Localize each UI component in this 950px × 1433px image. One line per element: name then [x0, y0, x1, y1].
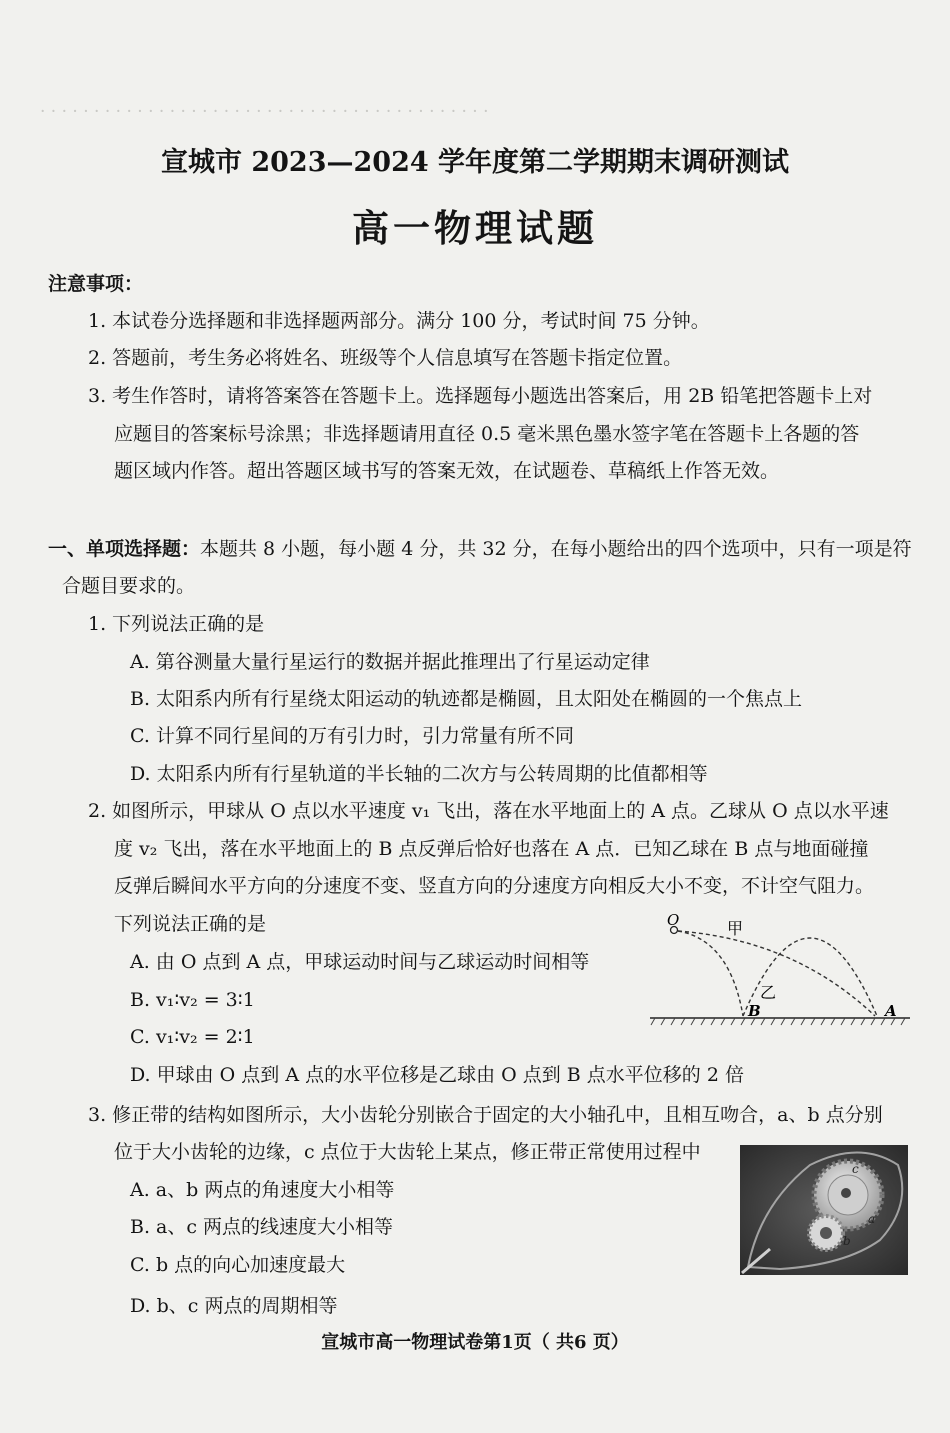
q1-option-d: D. 太阳系内所有行星轨道的半长轴的二次方与公转周期的比值都相等	[130, 763, 708, 785]
q1-option-b: B. 太阳系内所有行星绕太阳运动的轨迹都是椭圆，且太阳处在椭圆的一个焦点上	[130, 688, 803, 710]
q2-option-c: C. v₁∶v₂ = 2∶1	[130, 1026, 255, 1048]
notice-item-1: 1. 本试卷分选择题和非选择题两部分。满分 100 分，考试时间 75 分钟。	[88, 310, 710, 332]
page-footer: 宣城市高一物理试卷第1页（ 共6 页）	[321, 1332, 629, 1353]
q1-stem: 1. 下列说法正确的是	[88, 613, 265, 635]
section-heading-line	[48, 537, 912, 561]
label-jia: 甲	[727, 919, 744, 938]
label-a: A	[885, 1002, 897, 1020]
notice-item-2: 2. 答题前，考生务必将姓名、班级等个人信息填写在答题卡指定位置。	[88, 347, 683, 369]
label-c: c	[852, 1162, 859, 1176]
q2-option-d: D. 甲球由 O 点到 A 点的水平位移是乙球由 O 点到 B 点水平位移的 2 倍	[130, 1064, 744, 1086]
label-a-photo: a	[868, 1212, 876, 1226]
q1-option-a: A. 第谷测量大量行星运行的数据并据此推理出了行星运动定律	[130, 651, 650, 673]
q3-option-a: A. a、b 两点的角速度大小相等	[130, 1179, 395, 1201]
jia-trajectory	[678, 931, 875, 1016]
q2-trajectory-figure	[645, 910, 915, 1035]
q2-option-b: B. v₁∶v₂ = 3∶1	[130, 989, 255, 1011]
label-b-photo: b	[843, 1234, 851, 1248]
section-intro-cont: 合题目要求的。	[62, 575, 196, 597]
q3-option-c: C. b 点的向心加速度最大	[130, 1254, 346, 1276]
yi-trajectory-bounce	[743, 938, 877, 1016]
label-b: B	[748, 1002, 761, 1020]
label-o: O	[667, 911, 680, 929]
q2-stem-line-2: 度 v₂ 飞出，落在水平地面上的 B 点反弹后恰好也落在 A 点．已知乙球在 B 点与地面碰撞	[114, 838, 869, 860]
exam-title: 宣城市 2023—2024 学年度第二学期期末调研测试	[160, 147, 790, 178]
ground-hatching	[651, 1018, 905, 1025]
correction-tape-photo	[740, 1145, 908, 1275]
yi-trajectory-first	[678, 931, 743, 1016]
notice-item-3-cont-2: 题区域内作答。超出答题区域书写的答案无效，在试题卷、草稿纸上作答无效。	[114, 460, 780, 482]
label-yi: 乙	[760, 983, 777, 1002]
q1-option-c: C. 计算不同行星间的万有引力时，引力常量有所不同	[130, 725, 574, 747]
q3-option-d: D. b、c 两点的周期相等	[130, 1295, 338, 1317]
q3-option-b: B. a、c 两点的线速度大小相等	[130, 1216, 394, 1238]
small-gear	[809, 1216, 843, 1250]
section-heading: 一、单项选择题：	[48, 538, 201, 560]
notice-item-3-cont-1: 应题目的答案标号涂黑；非选择题请用直径 0.5 毫米黑色墨水签字笔在答题卡上各题的答	[114, 423, 860, 445]
q2-stem-line-3: 反弹后瞬间水平方向的分速度不变、竖直方向的分速度方向相反大小不变，不计空气阻力。	[114, 875, 875, 897]
q3-stem-line-2: 位于大小齿轮的边缘，c 点位于大齿轮上某点，修正带正常使用过程中	[114, 1141, 701, 1163]
q2-stem-line-4: 下列说法正确的是	[114, 913, 267, 935]
section-intro: 本题共 8 小题，每小题 4 分，共 32 分，在每小题给出的四个选项中，只有一项是符	[200, 538, 912, 560]
notice-heading: 注意事项：	[48, 273, 144, 295]
notice-item-3: 3. 考生作答时，请将答案答在答题卡上。选择题每小题选出答案后，用 2B 铅笔把答题卡上对	[88, 385, 873, 407]
q3-stem-line-1: 3. 修正带的结构如图所示，大小齿轮分别嵌合于固定的大小轴孔中，且相互吻合，a、b 点分别	[88, 1104, 883, 1126]
subject-title: 高一物理试题	[352, 206, 598, 250]
q2-option-a: A. 由 O 点到 A 点，甲球运动时间与乙球运动时间相等	[130, 951, 590, 973]
q2-stem-line-1: 2. 如图所示，甲球从 O 点以水平速度 v₁ 飞出，落在水平地面上的 A 点。乙球从 O 点以水平速	[88, 800, 889, 822]
bleed-through-text: · · · · · · · · · · · · · · · · · · · · · · · · · · · · · · · · · · · · · · · · · ·	[40, 102, 489, 122]
